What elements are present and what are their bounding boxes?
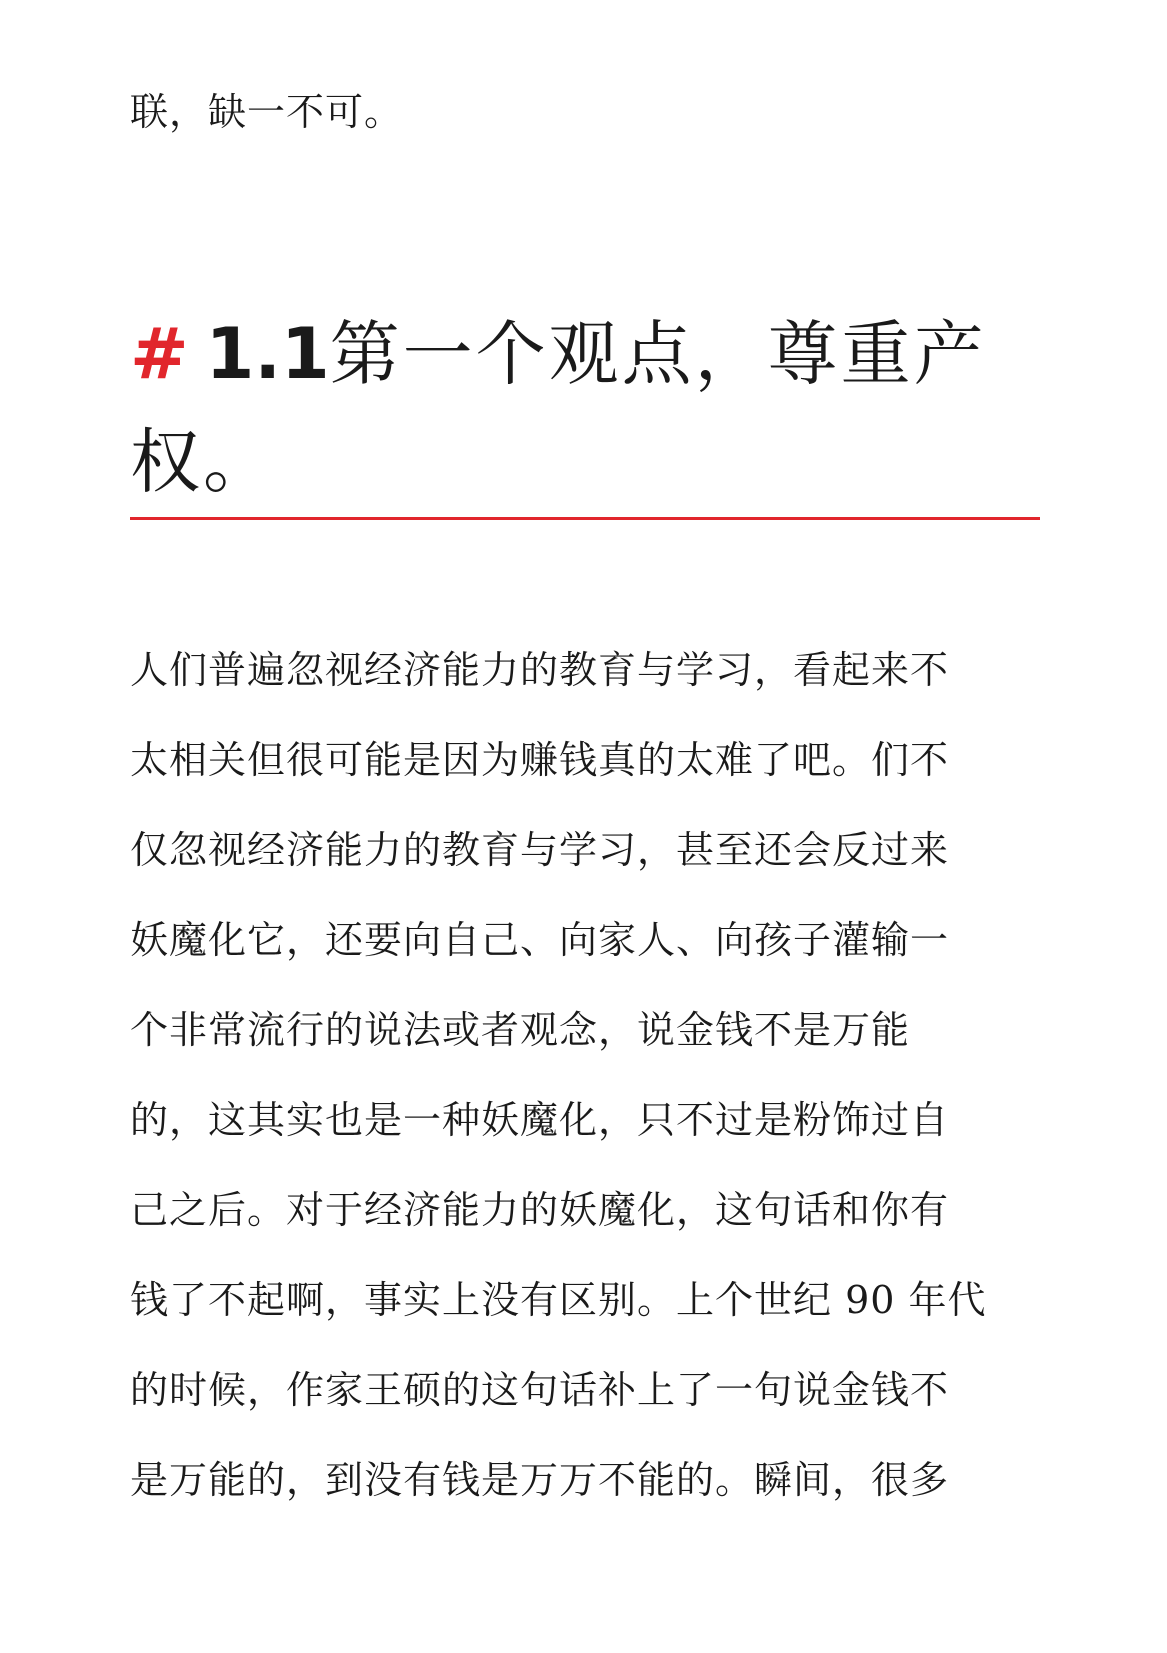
heading-marker: # [130,313,192,395]
paragraph-line: 己之后。对于经济能力的妖魔化，这句话和你有 [130,1188,950,1232]
paragraph-line: 人们普遍忽视经济能力的教育与学习，看起来不 [130,648,950,692]
paragraph-line: 的时候，作家王硕的这句话补上了一句说金钱不 [130,1368,950,1412]
paragraph-line: 个非常流行的说法或者观念，说金钱不是万能 [130,1008,911,1052]
heading-title-line1: 第一个观点，尊重产 [329,313,987,395]
heading-title-line2: 权。 [130,421,276,503]
paragraph-line: 是万能的，到没有钱是万万不能的。瞬间，很多 [130,1458,950,1502]
paragraph-line: 的，这其实也是一种妖魔化，只不过是粉饰过自 [130,1098,950,1142]
paragraph-line: 钱了不起啊，事实上没有区别。上个世纪 90 年代 [130,1278,987,1322]
body-paragraph [130,625,1040,1525]
continuation-text: 联，缺一不可。 [130,90,404,134]
paragraph-line: 仅忽视经济能力的教育与学习，甚至还会反过来 [130,828,950,872]
section-heading [130,300,1035,516]
paragraph-line: 妖魔化它，还要向自己、向家人、向孩子灌输一 [130,918,950,962]
heading-number: 1.1 [205,313,330,395]
paragraph-line: 太相关但很可能是因为赚钱真的太难了吧。们不 [130,738,950,782]
heading-divider [130,517,1040,520]
